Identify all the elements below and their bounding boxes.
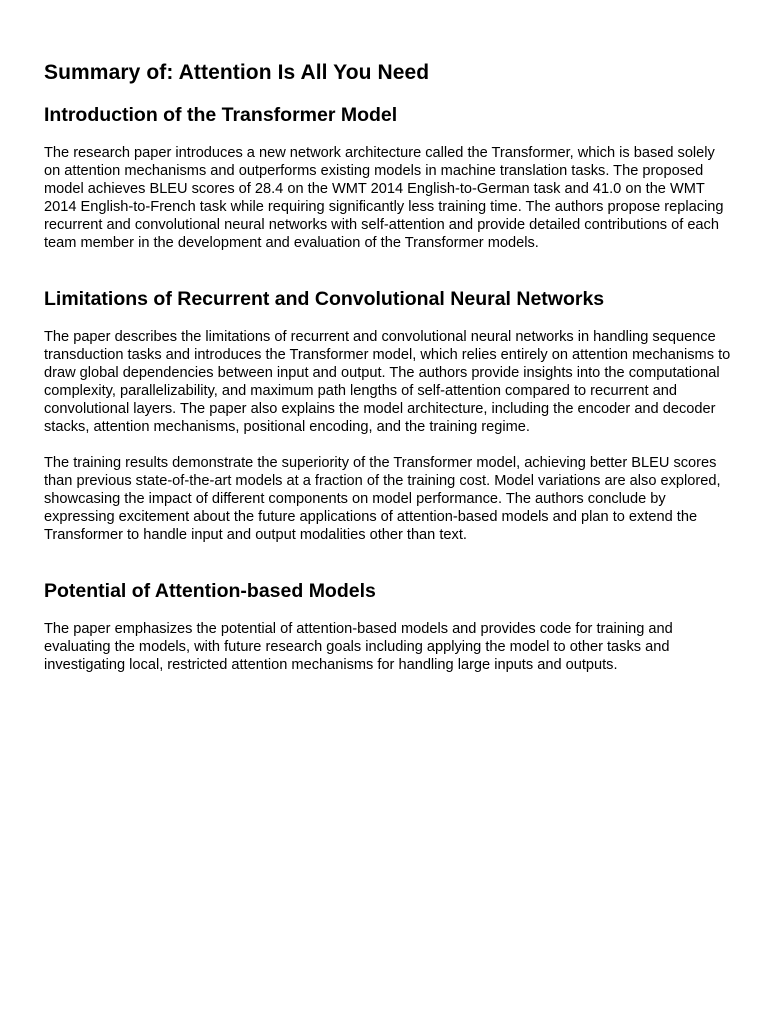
section-heading: Limitations of Recurrent and Convolutional Neural Networks xyxy=(44,288,605,310)
document-page xyxy=(44,58,734,674)
section-paragraph: The research paper introduces a new network architecture called the Transformer, which is based solely on attention mechanisms and outperforms existing models in machine translation tasks. The proposed model achieves BLEU scores of 28.4 on the WMT 2014 English-to-German task and 41.0 on the WMT 2014 English-to-French task while requiring significantly less training time. The authors propose replacing recurrent and convolutional neural networks with self-attention and provide detailed contributions of each team member in the development and evaluation of the Transformer models. xyxy=(44,145,724,251)
section-heading: Introduction of the Transformer Model xyxy=(44,104,398,126)
section-limitations xyxy=(44,285,734,544)
section-potential xyxy=(44,577,734,674)
section-introduction xyxy=(44,101,734,252)
section-paragraph: The training results demonstrate the superiority of the Transformer model, achieving better BLEU scores than previous state-of-the-art models at a fraction of the training cost. Model variations are also explored, showcasing the impact of different components on model performance. The authors conclude by expressing excitement about the future applications of attention-based models and plan to extend the Transformer to handle input and output modalities other than text. xyxy=(44,455,721,543)
document-title: Summary of: Attention Is All You Need xyxy=(44,61,430,84)
section-paragraph: The paper describes the limitations of recurrent and convolutional neural networks in handling sequence transduction tasks and introduces the Transformer model, which relies entirely on attention mechanisms to draw global dependencies between input and output. The authors provide insights into the computational complexity, parallelizability, and maximum path lengths of self-attention compared to recurrent and convolutional layers. The paper also explains the model architecture, including the encoder and decoder stacks, attention mechanisms, positional encoding, and the training regime. xyxy=(44,329,731,435)
section-heading: Potential of Attention-based Models xyxy=(44,580,376,602)
section-paragraph: The paper emphasizes the potential of attention-based models and provides code for training and evaluating the models, with future research goals including applying the model to other tasks and investigating local, restricted attention mechanisms for handling large inputs and outputs. xyxy=(44,621,673,673)
